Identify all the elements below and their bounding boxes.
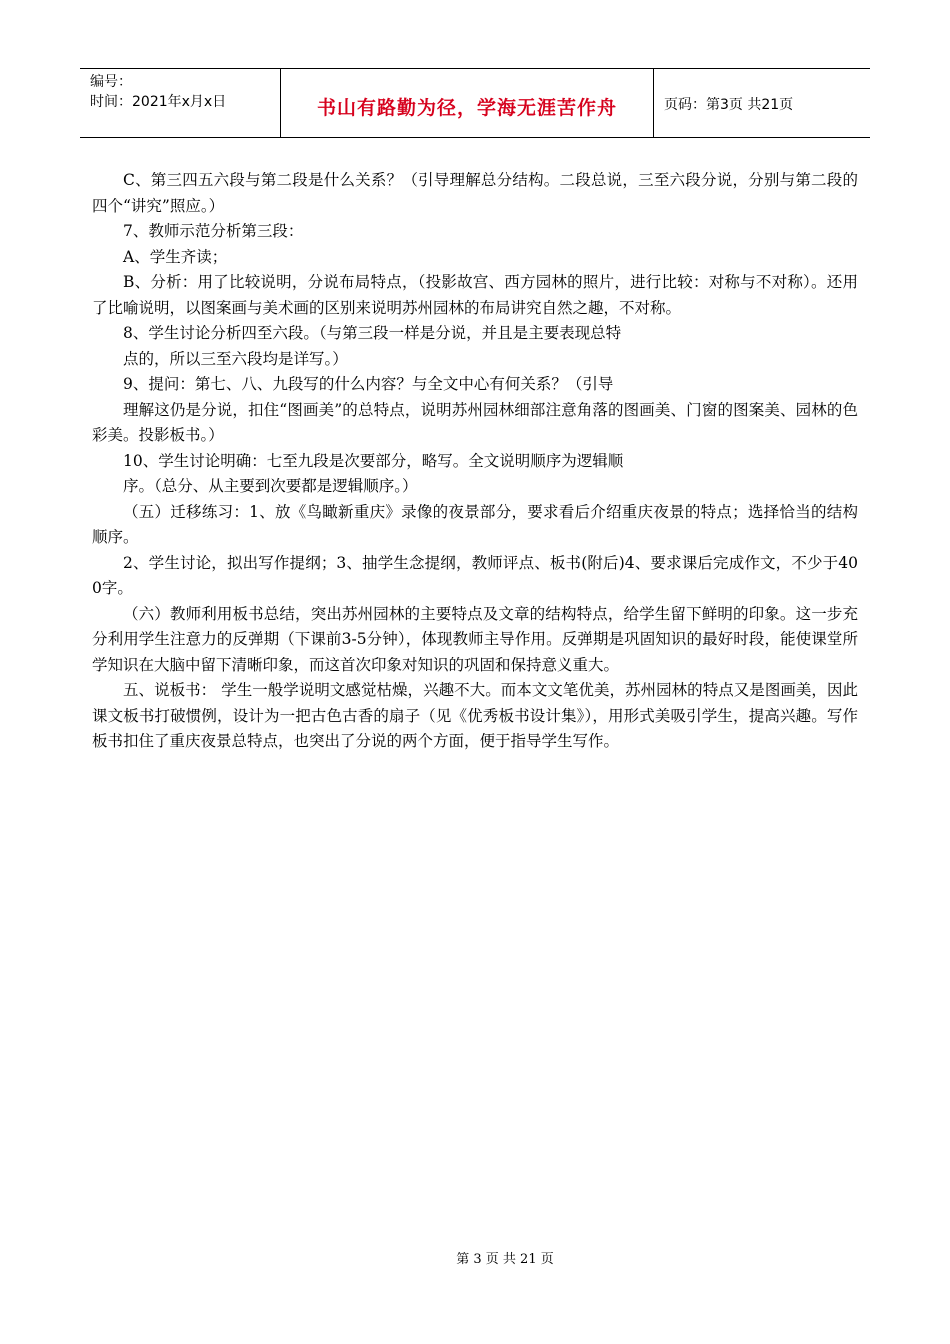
header-page-label: 页码：第3页 共21页 — [664, 97, 794, 113]
page-footer: 第 3 页 共 21 页 — [456, 1252, 554, 1267]
paragraph-board-design: 五、说板书： 学生一般学说明文感觉枯燥，兴趣不大。而本文文笔优美，苏州园林的特点又是图画美，因此课文板书打破惯例，设计为一把古色古香的扇子（见《优秀板书设计集》），用形式美吸引学生，提高兴趣。写作板书扣住了重庆夜景总特点，也突出了分说的两个方面，便于指导学生写作。 — [92, 681, 858, 750]
paragraph-8-discussion: 8、学生讨论分析四至六段。（与第三段一样是分说，并且是主要表现总特 — [123, 324, 622, 342]
paragraph-10-continued: 序。（总分、从主要到次要都是逻辑顺序。） — [123, 477, 418, 495]
paragraph-c-relation: C、第三四五六段与第二段是什么关系？（引导理解总分结构。二段总说，三至六段分说，分别与第二段的四个“讲究”照应。） — [92, 171, 858, 215]
document-time-label: 时间：2021年x月x日 — [90, 94, 227, 110]
paragraph-7-demo: 7、教师示范分析第三段： — [123, 222, 304, 240]
paragraph-b-analysis: B、分析：用了比较说明，分说布局特点，（投影故宫、西方园林的照片，进行比较：对称与不对称）。还用了比喻说明，以图案画与美术画的区别来说明苏州园林的布局讲究自然之趣，不对称。 — [92, 273, 858, 317]
paragraph-outline: 2、学生讨论，拟出写作提纲；3、抽学生念提纲，教师评点、板书(附后)4、要求课后完成作文，不少于400字。 — [92, 553, 858, 597]
header-table — [80, 68, 870, 138]
paragraph-10-discussion: 10、学生讨论明确：七至九段是次要部分，略写。全文说明顺序为逻辑顺 — [123, 451, 624, 470]
header-info-cell — [80, 69, 281, 137]
paragraph-6-summary: （六）教师利用板书总结，突出苏州园林的主要特点及文章的结构特点，给学生留下鲜明的印象。这一步充分利用学生注意力的反弹期（下课前3-5分钟），体现教师主导作用。反弹期是巩固知识的最好时段，能使课堂所学知识在大脑中留下清晰印象，而这首次印象对知识的巩固和保持意义重大。 — [92, 604, 858, 674]
header-motto-cell — [281, 69, 654, 137]
paragraph-9-question: 9、提问：第七、八、九段写的什么内容？与全文中心有何关系？（引导 — [123, 375, 614, 393]
header-motto: 书山有路勤为径，学海无涯苦作舟 — [316, 96, 617, 119]
paragraph-a-read: A、学生齐读； — [123, 247, 228, 266]
paragraph-8-continued: 点的，所以三至六段均是详写。） — [123, 349, 348, 368]
document-body — [92, 168, 858, 755]
paragraph-9-continued: 理解这仍是分说，扣住“图画美”的总特点，说明苏州园林细部注意角落的图画美、门窗的图案美、园林的色彩美。投影板书。） — [92, 400, 858, 444]
header-page-cell — [654, 69, 870, 137]
paragraph-5-transfer: （五）迁移练习：1、放《鸟瞰新重庆》录像的夜景部分，要求看后介绍重庆夜景的特点；选择恰当的结构顺序。 — [92, 502, 858, 546]
document-number-label: 编号： — [90, 74, 132, 90]
